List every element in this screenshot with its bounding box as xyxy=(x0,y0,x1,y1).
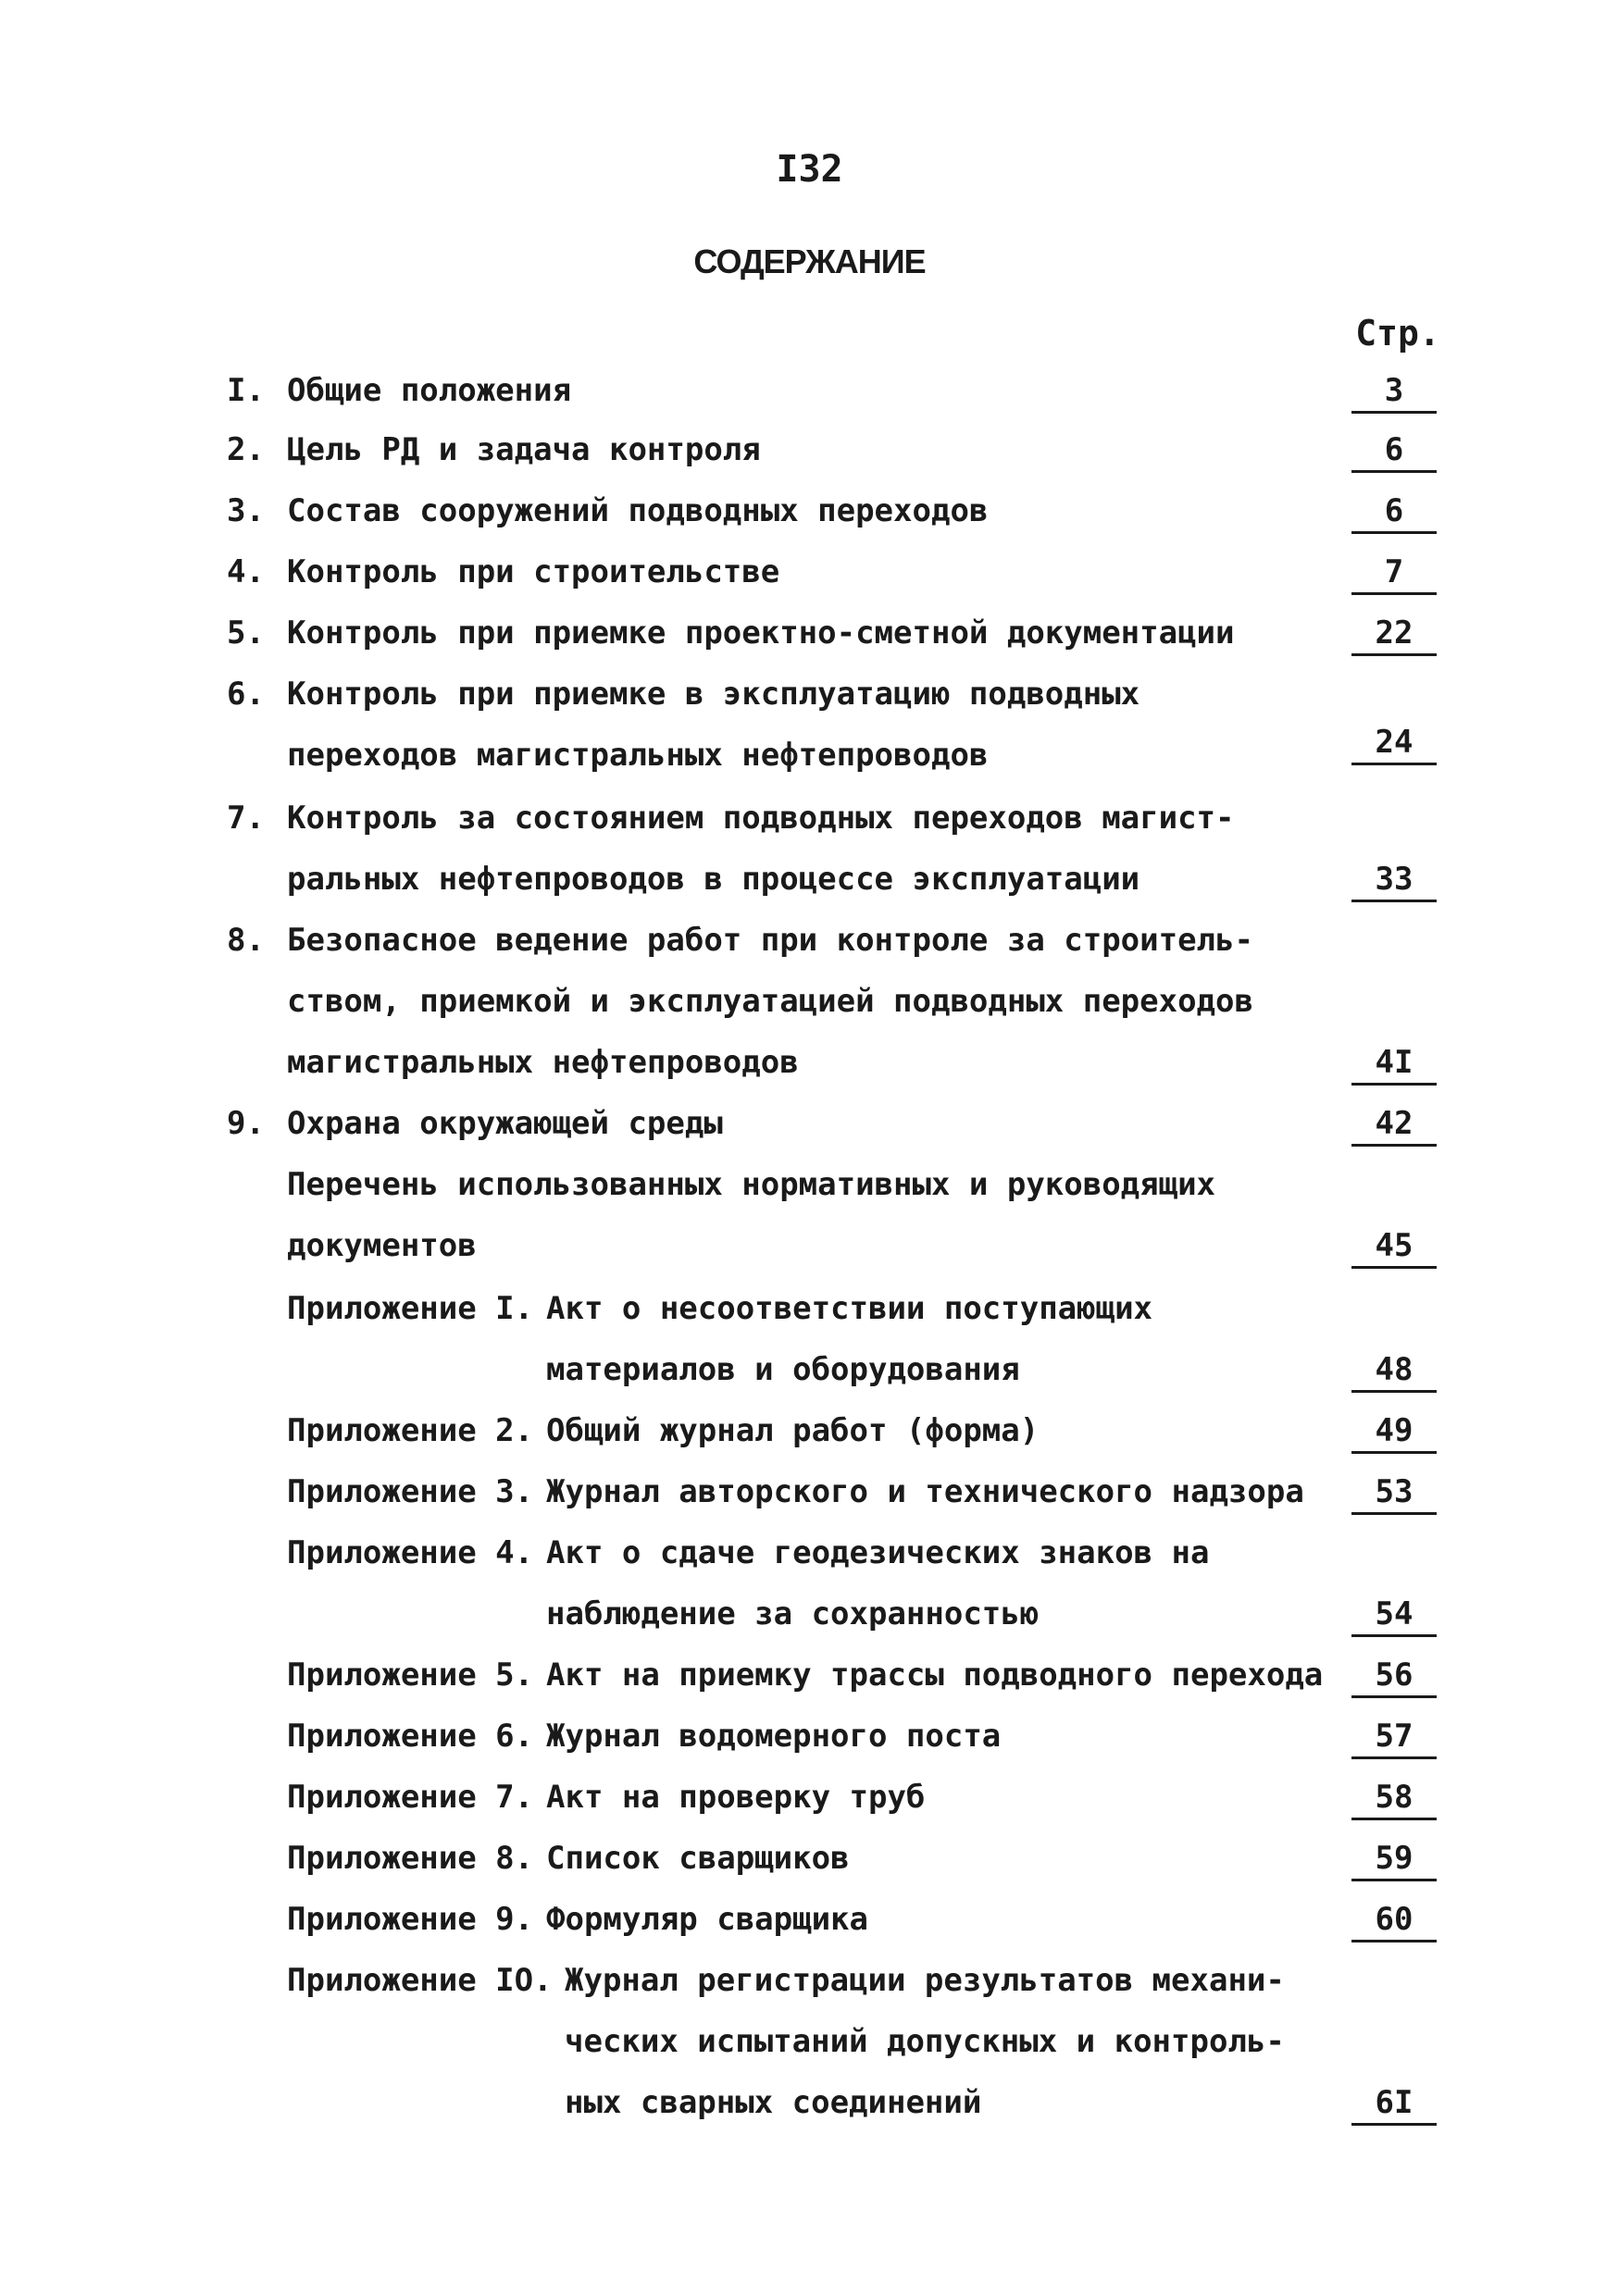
entry-page: 6 xyxy=(1351,492,1437,534)
entry-page: 45 xyxy=(1351,1227,1437,1269)
appendix-text: ных сварных соединений xyxy=(565,2084,982,2121)
entry-number: 3. xyxy=(227,492,265,529)
entry-number: 9. xyxy=(227,1105,265,1142)
appendix-page: 6I xyxy=(1351,2084,1437,2126)
entry-text: Охрана окружающей среды xyxy=(287,1105,723,1142)
entry-page: 7 xyxy=(1351,553,1437,595)
appendix-label: Приложение 2. xyxy=(287,1412,534,1449)
appendix-label: Приложение 4. xyxy=(287,1534,534,1571)
entry-text: Общие положения xyxy=(287,372,572,409)
page-number: I32 xyxy=(776,148,843,191)
appendix-label: Приложение 5. xyxy=(287,1657,534,1694)
entry-number: 7. xyxy=(227,800,265,837)
entry-page: 24 xyxy=(1351,724,1437,765)
appendix-text: Журнал регистрации результатов механи- xyxy=(565,1962,1285,1999)
appendix-label: Приложение I. xyxy=(287,1290,534,1327)
appendix-label: Приложение 6. xyxy=(287,1718,534,1755)
entry-text: магистральных нефтепроводов xyxy=(287,1044,799,1081)
appendix-page: 53 xyxy=(1351,1473,1437,1515)
entry-number: 4. xyxy=(227,553,265,590)
entry-number: 5. xyxy=(227,614,265,652)
page-title: СОДЕРЖАНИЕ xyxy=(693,242,926,280)
entry-text: Перечень использованных нормативных и руководящих xyxy=(287,1166,1216,1203)
entry-text: Цель РД и задача контроля xyxy=(287,431,761,468)
entry-number: 8. xyxy=(227,922,265,959)
entry-text: документов xyxy=(287,1227,477,1264)
entry-page: 42 xyxy=(1351,1105,1437,1147)
page-column-header: Стр. xyxy=(1355,313,1440,354)
appendix-page: 60 xyxy=(1351,1901,1437,1942)
appendix-label: Приложение IO. xyxy=(287,1962,553,1999)
appendix-text: материалов и оборудования xyxy=(546,1351,1020,1388)
entry-text: переходов магистральных нефтепроводов xyxy=(287,737,989,774)
appendix-text: Акт о сдаче геодезических знаков на xyxy=(546,1534,1210,1571)
appendix-page: 59 xyxy=(1351,1840,1437,1881)
appendix-text: ческих испытаний допускных и контроль- xyxy=(565,2023,1285,2060)
appendix-text: Журнал водомерного поста xyxy=(546,1718,1002,1755)
entry-page: 22 xyxy=(1351,614,1437,656)
appendix-label: Приложение 7. xyxy=(287,1779,534,1816)
entry-text: Контроль за состоянием подводных переходов магист- xyxy=(287,800,1235,837)
appendix-label: Приложение 3. xyxy=(287,1473,534,1510)
appendix-text: Акт на приемку трассы подводного перехода xyxy=(546,1657,1324,1694)
appendix-page: 58 xyxy=(1351,1779,1437,1820)
entry-text: Контроль при приемке в эксплуатацию подводных xyxy=(287,676,1140,713)
entry-text: ством, приемкой и эксплуатацией подводных переходов xyxy=(287,983,1253,1020)
entry-page: 6 xyxy=(1351,431,1437,473)
appendix-text: наблюдение за сохранностью xyxy=(546,1595,1040,1632)
appendix-page: 48 xyxy=(1351,1351,1437,1393)
appendix-label: Приложение 8. xyxy=(287,1840,534,1877)
appendix-text: Журнал авторского и технического надзора xyxy=(546,1473,1304,1510)
appendix-label: Приложение 9. xyxy=(287,1901,534,1938)
appendix-page: 56 xyxy=(1351,1657,1437,1698)
entry-page: 33 xyxy=(1351,861,1437,902)
appendix-text: Формуляр сварщика xyxy=(546,1901,868,1938)
appendix-page: 57 xyxy=(1351,1718,1437,1759)
entry-text: ральных нефтепроводов в процессе эксплуатации xyxy=(287,861,1140,898)
appendix-text: Акт о несоответствии поступающих xyxy=(546,1290,1153,1327)
entry-number: 2. xyxy=(227,431,265,468)
entry-text: Состав сооружений подводных переходов xyxy=(287,492,989,529)
entry-text: Безопасное ведение работ при контроле за строитель- xyxy=(287,922,1253,959)
entry-text: Контроль при строительстве xyxy=(287,553,780,590)
appendix-text: Общий журнал работ (форма) xyxy=(546,1412,1040,1449)
entry-number: I. xyxy=(227,372,265,409)
appendix-text: Акт на проверку труб xyxy=(546,1779,926,1816)
entry-page: 4I xyxy=(1351,1044,1437,1086)
appendix-page: 49 xyxy=(1351,1412,1437,1454)
appendix-text: Список сварщиков xyxy=(546,1840,850,1877)
entry-page: 3 xyxy=(1351,372,1437,414)
entry-number: 6. xyxy=(227,676,265,713)
appendix-page: 54 xyxy=(1351,1595,1437,1637)
entry-text: Контроль при приемке проектно-сметной документации xyxy=(287,614,1235,652)
